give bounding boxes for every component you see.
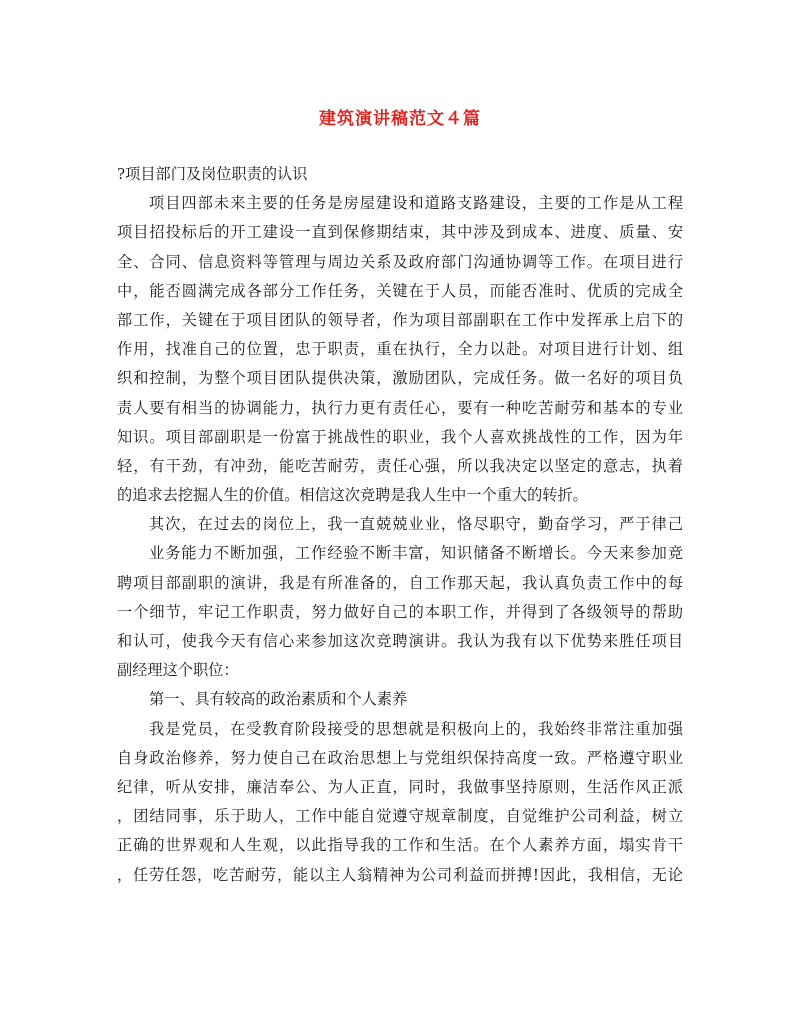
body-line: 自身政治修养，努力使自己在政治思想上与党组织保持高度一致。严格遵守职业	[117, 748, 683, 767]
body-line: 的追求去挖掘人生的价值。相信这次竞聘是我人生中一个重大的转折。	[117, 486, 588, 505]
body-line: 业务能力不断加强，工作经验不断丰富，知识储备不断增长。今天来参加竞	[149, 544, 683, 563]
body-line: 轻，有干劲，有冲劲，能吃苦耐劳，责任心强，所以我决定以坚定的意志，执着	[117, 456, 683, 475]
document-title: 建筑演讲稿范文４篇	[319, 109, 481, 129]
body-line: 项目四部未来主要的任务是房屋建设和道路支路建设，主要的工作是从工程	[149, 194, 683, 213]
body-line: 作用，找准自己的位置，忠于职责，重在执行，全力以赴。对项目进行计划、组	[117, 340, 683, 359]
body-line: 责人要有相当的协调能力，执行力更有责任心，要有一种吃苦耐劳和基本的专业	[117, 398, 683, 417]
body-line: 其次，在过去的岗位上，我一直兢兢业业，恪尽职守，勤奋学习，严于律己	[149, 515, 683, 534]
body-line: 一个细节，牢记工作职责，努力做好自己的本职工作，并得到了各级领导的帮助	[117, 602, 683, 621]
body-line: 副经理这个职位：	[117, 661, 239, 680]
body-line: 第一、具有较高的政治素质和个人素养	[149, 690, 408, 709]
body-line: 和认可，使我今天有信心来参加这次竞聘演讲。我认为我有以下优势来胜任项目	[117, 632, 683, 650]
body-line: 项目招投标后的开工建设一直到保修期结束，其中涉及到成本、进度、质量、安	[117, 223, 683, 242]
document-body	[117, 160, 683, 890]
body-line: 我是党员，在受教育阶段接受的思想就是积极向上的，我始终非常注重加强	[149, 719, 683, 738]
body-line: 中，能否圆满完成各部分工作任务，关键在于人员，而能否准时、优质的完成全	[117, 281, 683, 300]
body-line: 知识。项目部副职是一份富于挑战性的职业，我个人喜欢挑战性的工作，因为年	[117, 427, 683, 446]
body-line: 部工作，关键在于项目团队的领导者，作为项目部副职在工作中发挥承上启下的	[117, 310, 683, 329]
body-line: 正确的世界观和人生观，以此指导我的工作和生活。在个人素养方面，塌实肯干	[117, 836, 683, 855]
body-line: ，团结同事，乐于助人，工作中能自觉遵守规章制度，自觉维护公司利益，树立	[117, 807, 683, 826]
body-line: 聘项目部副职的演讲，我是有所准备的，自工作那天起，我认真负责工作中的每	[117, 573, 683, 592]
body-line: 织和控制，为整个项目团队提供决策，激励团队，完成任务。做一名好的项目负	[117, 369, 683, 388]
body-line: 全、合同、信息资料等管理与周边关系及政府部门沟通协调等工作。在项目进行	[117, 252, 683, 271]
body-line: 纪律，听从安排，廉洁奉公、为人正直，同时，我做事坚持原则，生活作风正派	[117, 777, 683, 796]
body-line: ，任劳任怨，吃苦耐劳，能以主人翁精神为公司利益而拼搏!因此，我相信，无论	[117, 865, 683, 884]
body-line: ?项目部门及岗位职责的认识	[117, 165, 308, 183]
